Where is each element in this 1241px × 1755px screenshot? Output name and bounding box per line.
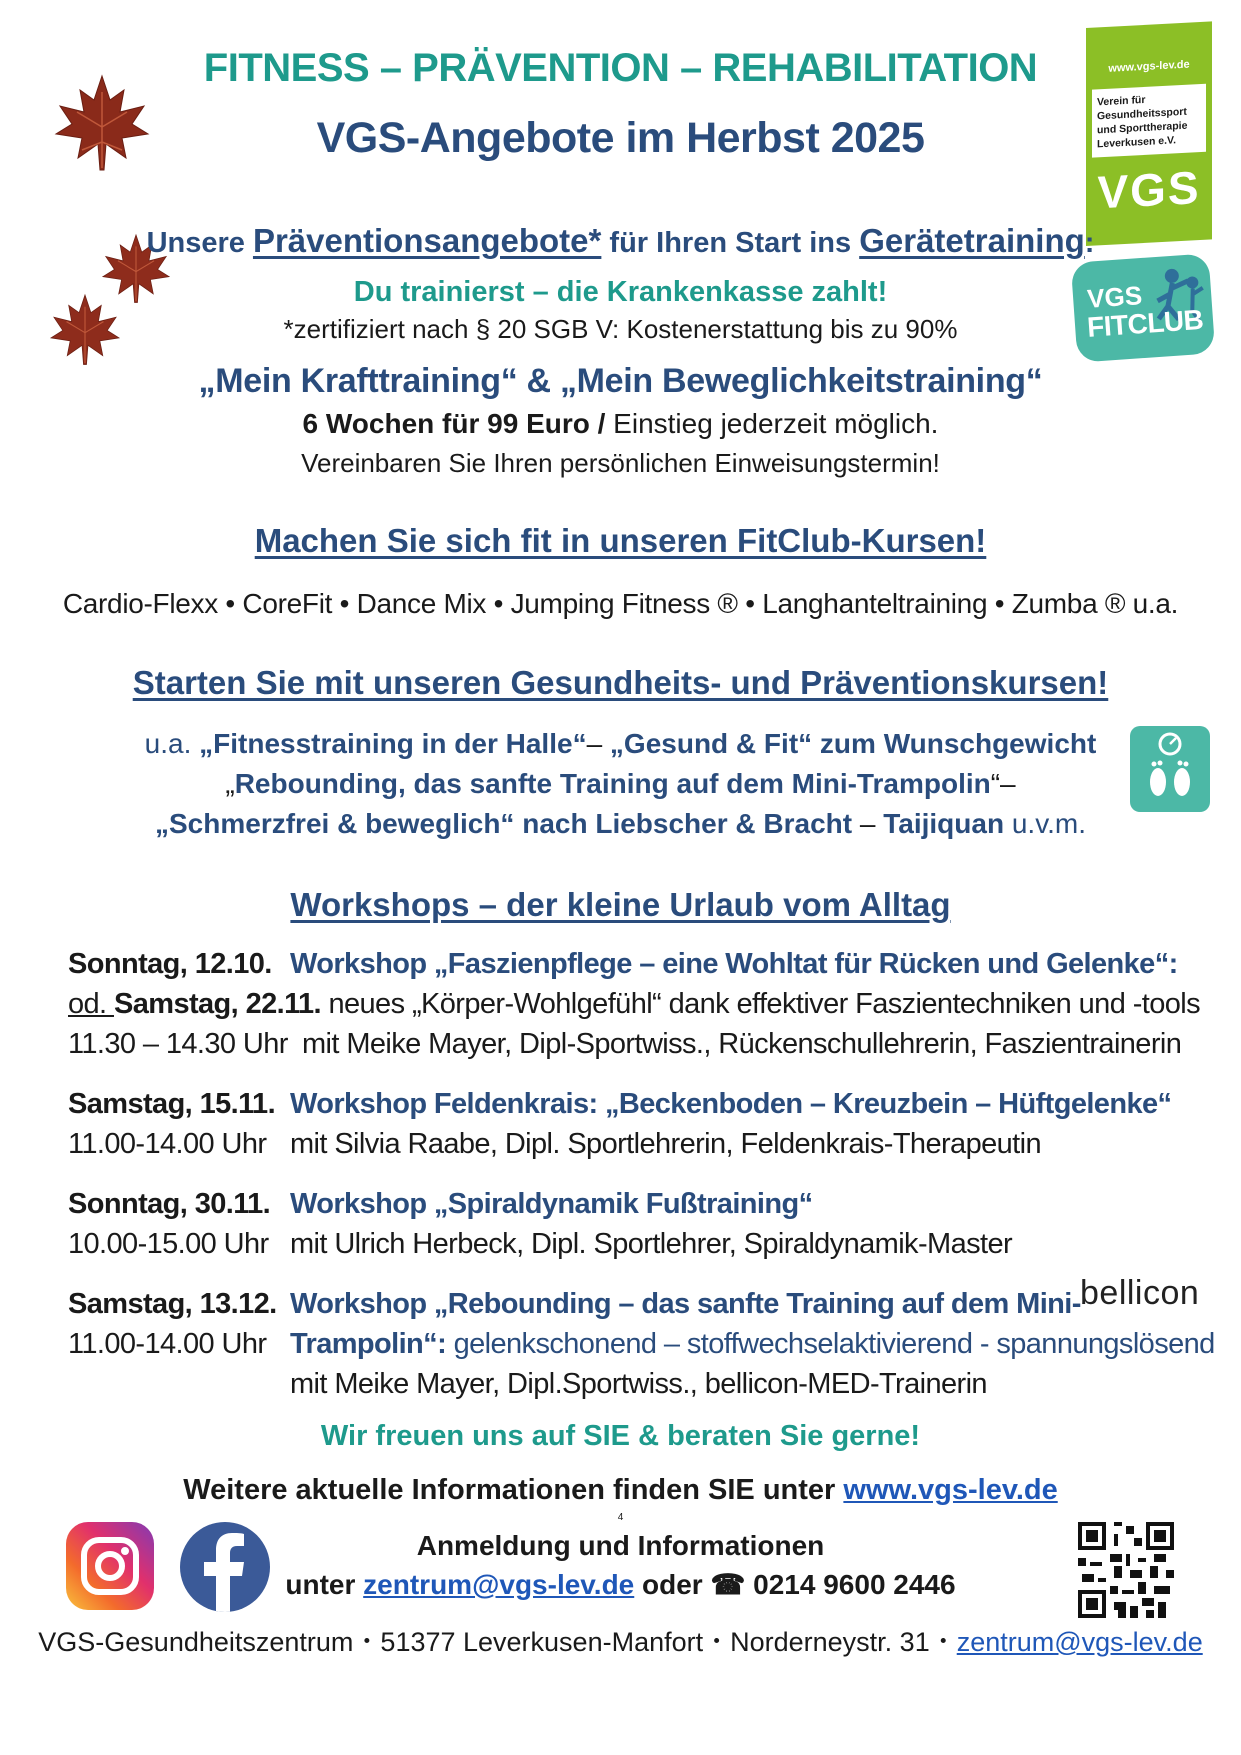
workshop-4-row-2: [68, 1328, 1215, 1361]
appointment-note: Vereinbaren Sie Ihren persönlichen Einweisungstermin!: [301, 448, 940, 478]
workshop-trainer: mit Meike Mayer, Dipl.Sportwiss., bellicon-MED-Trainerin: [290, 1368, 987, 1400]
workshop-title: Trampolin“:: [290, 1328, 447, 1360]
workshop-title: Workshop Feldenkrais: „Beckenboden – Kreuzbein – Hüftgelenke“: [290, 1088, 1172, 1120]
more-info-line: [0, 1474, 1241, 1507]
workshop-date: Sonntag, 12.10.: [68, 948, 272, 980]
health-line-3: [0, 808, 1241, 840]
health-course: Taijiquan: [883, 808, 1005, 839]
instagram-icon[interactable]: [66, 1522, 154, 1610]
certification-note: *zertifiziert nach § 20 SGB V: Kostenerstattung bis zu 90%: [283, 314, 958, 344]
fitclub-label: FITCLUB: [1086, 303, 1205, 343]
workshop-date: Sonntag, 30.11.: [68, 1188, 271, 1220]
price-rest: Einstieg jederzeit möglich.: [605, 408, 939, 439]
health-text: u.v.m.: [1004, 808, 1086, 839]
workshop-2-row-2: [68, 1128, 1041, 1161]
fitclub-label: VGS: [1086, 280, 1144, 314]
logo-brand: VGS: [1097, 160, 1201, 219]
email-link[interactable]: zentrum@vgs-lev.de: [363, 1569, 635, 1600]
intro-text: :: [1084, 227, 1095, 259]
program-names: „Mein Krafttraining“ & „Mein Beweglichkeitstraining“: [198, 362, 1043, 400]
vgs-logo: [1086, 21, 1212, 246]
health-text: “–: [990, 768, 1016, 799]
health-line-2: [0, 768, 1241, 800]
phone-number: 0214 9600 2446: [745, 1569, 956, 1600]
workshop-time: 11.00-14.00 Uhr: [68, 1128, 267, 1160]
price-text: 6 Wochen für 99 Euro /: [302, 408, 606, 439]
health-heading: Starten Sie mit unseren Gesundheits- und Präventionskursen!: [132, 664, 1109, 701]
workshop-title: Workshop „Spiraldynamik Fußtraining“: [290, 1188, 813, 1220]
workshop-description: neues „Körper-Wohlgefühl“ dank effektiver Faszientechniken und -tools: [321, 988, 1201, 1020]
health-course: „Gesund & Fit“ zum Wunschgewicht: [609, 728, 1097, 759]
page-subtitle: VGS-Angebote im Herbst 2025: [316, 114, 925, 162]
health-course: Rebounding, das sanfte Training auf dem Mini-Trampolin: [234, 768, 991, 799]
workshop-time: 11.00-14.00 Uhr: [68, 1328, 267, 1360]
fitclub-heading: Machen Sie sich fit in unseren FitClub-Kursen!: [254, 522, 987, 559]
workshop-trainer: mit Silvia Raabe, Dipl. Sportlehrerin, Feldenkrais-Therapeutin: [290, 1128, 1041, 1160]
workshop-or: od.: [68, 988, 114, 1020]
equipment-training-text: Gerätetraining: [859, 222, 1085, 259]
page-title: FITNESS – PRÄVENTION – REHABILITATION: [203, 46, 1038, 90]
workshop-time: 11.30 – 14.30 Uhr: [68, 1028, 288, 1060]
workshop-1-row-1: [68, 948, 1178, 981]
workshop-date: Samstag, 22.11.: [113, 988, 322, 1020]
workshop-time: 10.00-15.00 Uhr: [68, 1228, 269, 1260]
scale-icon: [1130, 726, 1210, 812]
logo-line: und Sporttherapie: [1097, 119, 1188, 137]
registration-heading: Anmeldung und Informationen: [416, 1530, 825, 1561]
workshop-3-row-1: [68, 1188, 812, 1221]
health-text: u.a.: [144, 728, 200, 759]
logo-line: Gesundheitssport: [1097, 105, 1187, 123]
health-text: –: [586, 728, 610, 759]
workshop-date: Samstag, 13.12.: [68, 1288, 277, 1320]
workshop-4-row-1: [68, 1288, 1081, 1321]
workshop-title: Workshop „Faszienpflege – eine Wohltat für Rücken und Gelenke“:: [290, 948, 1178, 980]
more-info-text: Weitere aktuelle Informationen finden SIE unter: [183, 1474, 844, 1506]
qr-code-icon[interactable]: [1078, 1522, 1174, 1618]
workshop-2-row-1: [68, 1088, 1171, 1121]
prevention-slogan: Du trainierst – die Krankenkasse zahlt!: [353, 276, 888, 308]
health-text: –: [852, 808, 884, 839]
facebook-icon[interactable]: [180, 1522, 270, 1612]
contact-text: oder: [634, 1569, 711, 1600]
intro-text: Unsere: [146, 227, 253, 259]
page-number: 4: [617, 1512, 624, 1523]
workshop-4-row-3: [290, 1368, 987, 1401]
health-course: „Fitnesstraining in der Halle“: [199, 728, 587, 759]
logo-line: Leverkusen e.V.: [1097, 134, 1176, 151]
address-text: VGS-Gesundheitszentrum・51377 Leverkusen-Manfort・Norderneystr. 31・: [38, 1627, 957, 1657]
prevention-link-text: Präventionsangebote*: [252, 222, 602, 259]
price-line: [0, 408, 1241, 440]
bellicon-logo: bellicon: [1080, 1274, 1200, 1312]
health-course: „Schmerzfrei & beweglich“ nach Liebscher & Bracht: [155, 808, 853, 839]
phone-icon: ☎: [710, 1569, 746, 1600]
logo-line: Verein für: [1097, 93, 1146, 109]
workshops-heading: Workshops – der kleine Urlaub vom Alltag: [290, 886, 951, 923]
workshop-date: Samstag, 15.11.: [68, 1088, 276, 1120]
intro-text: für Ihren Start ins: [601, 227, 860, 259]
address-email-link[interactable]: zentrum@vgs-lev.de: [956, 1627, 1203, 1657]
workshop-description: gelenkschonend – stoffwechselaktivierend - spannungslösend: [446, 1328, 1215, 1360]
prevention-intro: [0, 222, 1241, 260]
workshop-title: Workshop „Rebounding – das sanfte Training auf dem Mini-: [290, 1288, 1081, 1320]
workshop-3-row-2: [68, 1228, 1012, 1261]
workshop-trainer: mit Meike Mayer, Dipl-Sportwiss., Rückenschullehrerin, Faszientrainerin: [302, 1028, 1182, 1060]
welcome-message: Wir freuen uns auf SIE & beraten Sie gerne!: [320, 1420, 921, 1452]
workshop-1-row-2: [68, 988, 1200, 1021]
contact-text: unter: [285, 1569, 364, 1600]
address-line: [0, 1620, 1241, 1659]
health-text: „: [225, 768, 235, 799]
health-line-1: [0, 728, 1241, 760]
logo-url: www.vgs-lev.de: [1108, 58, 1190, 75]
fitclub-course-list: Cardio-Flexx • CoreFit • Dance Mix • Jumping Fitness ® • Langhanteltraining • Zumba ® u.a.: [62, 588, 1179, 619]
workshop-1-row-3: [68, 1028, 1181, 1061]
workshop-trainer: mit Ulrich Herbeck, Dipl. Sportlehrer, Spiraldynamik-Master: [290, 1228, 1013, 1260]
website-link[interactable]: www.vgs-lev.de: [843, 1474, 1058, 1506]
